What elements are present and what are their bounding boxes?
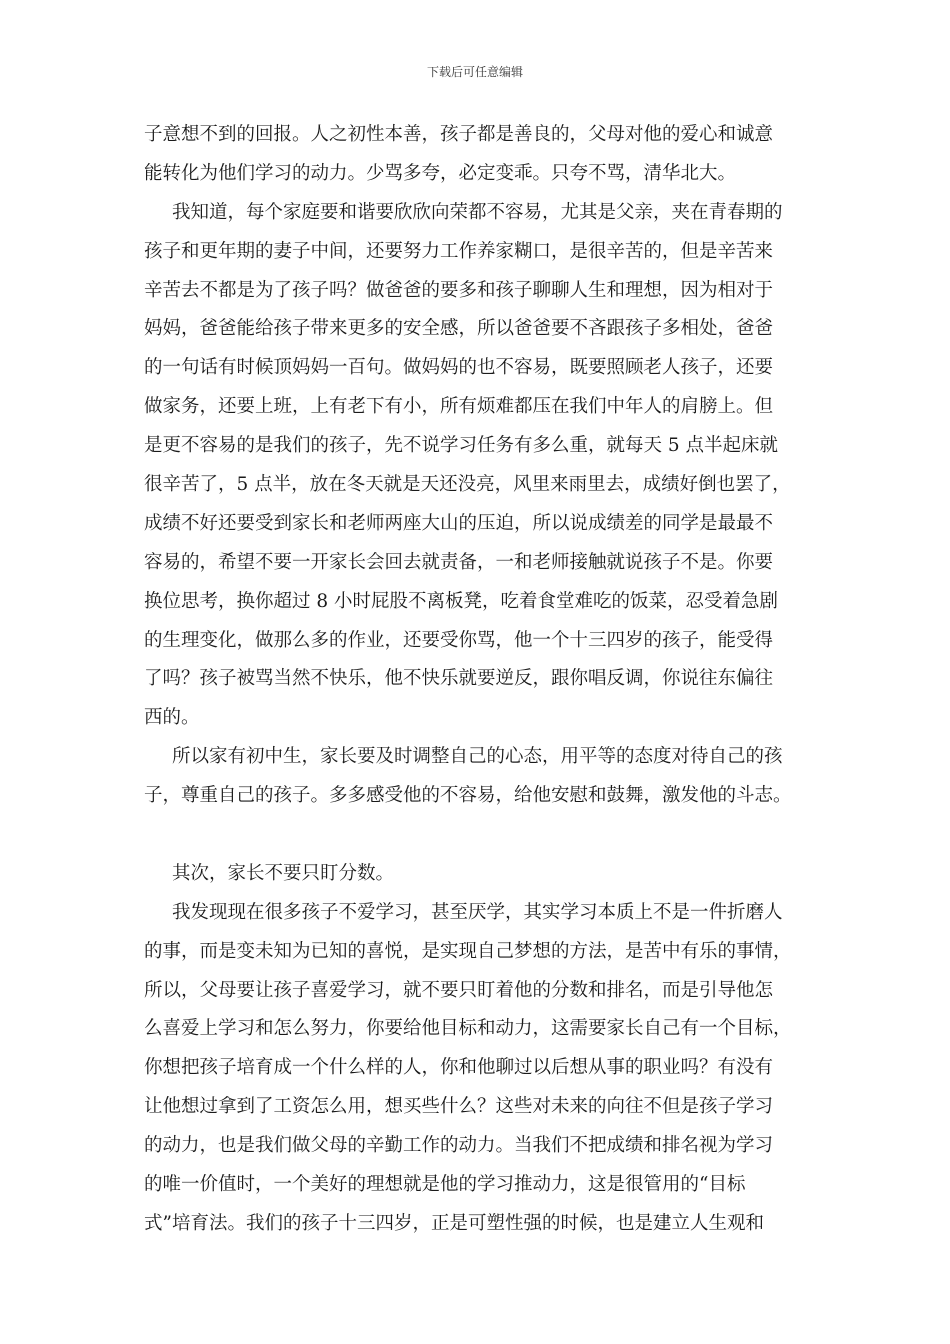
- text-line: 让他想过拿到了工资怎么用，想买些什么？这些对未来的向往不但是孩子学习: [144, 1096, 774, 1118]
- text-line: 式”培育法。我们的孩子十三四岁，正是可塑性强的时候，也是建立人生观和: [144, 1212, 764, 1234]
- text-line: 辛苦去不都是为了孩子吗？做爸爸的要多和孩子聊聊人生和理想，因为相对于: [144, 279, 774, 301]
- text-line: 我知道，每个家庭要和谐要欣欣向荣都不容易，尤其是父亲，夹在青春期的: [172, 201, 783, 223]
- text-line: 成绩不好还要受到家长和老师两座大山的压迫，所以说成绩差的同学是最最不: [144, 512, 774, 534]
- text-line: 的唯一价值时，一个美好的理想就是他的学习推动力，这是很管用的“目标: [144, 1174, 746, 1196]
- text-line: 了吗？孩子被骂当然不快乐，他不快乐就要逆反，跟你唱反调，你说往东偏往: [144, 668, 774, 690]
- text-line: 的动力，也是我们做父母的辛勤工作的动力。当我们不把成绩和排名视为学习: [144, 1135, 774, 1157]
- text-line: 孩子和更年期的妻子中间，还要努力工作养家糊口，是很辛苦的，但是辛苦来: [144, 240, 774, 262]
- text-line: 妈妈，爸爸能给孩子带来更多的安全感，所以爸爸要不吝跟孩子多相处，爸爸: [144, 318, 774, 340]
- text-line: 的生理变化，做那么多的作业，还要受你骂，他一个十三四岁的孩子，能受得: [144, 629, 774, 651]
- text-line: 我发现现在很多孩子不爱学习，甚至厌学，其实学习本质上不是一件折磨人: [172, 901, 783, 923]
- text-line: 换位思考，换你超过 8 小时屁股不离板凳，吃着食堂难吃的饭菜，忍受着急剧: [144, 590, 779, 612]
- text-line: 子意想不到的回报。人之初性本善，孩子都是善良的，父母对他的爱心和诚意: [144, 124, 774, 145]
- text-line: 西的。: [144, 707, 200, 729]
- text-line: 容易的，希望不要一开家长会回去就责备，一和老师接触就说孩子不是。你要: [144, 551, 774, 573]
- text-line: 是更不容易的是我们的孩子，先不说学习任务有多么重，就每天 5 点半起床就: [144, 435, 779, 457]
- text-line: 很辛苦了，5 点半，放在冬天就是天还没亮，风里来雨里去，成绩好倒也罢了，: [144, 474, 791, 496]
- text-line: 其次，家长不要只盯分数。: [172, 862, 395, 884]
- text-line: 的事，而是变未知为已知的喜悦，是实现自己梦想的方法，是苦中有乐的事情，: [144, 940, 792, 962]
- text-line: 的一句话有时候顶妈妈一百句。做妈妈的也不容易，既要照顾老人孩子，还要: [144, 357, 774, 379]
- text-line: 所以，父母要让孩子喜爱学习，就不要只盯着他的分数和排名，而是引导他怎: [144, 979, 774, 1001]
- blank-line: [144, 816, 824, 855]
- text-line: 子，尊重自己的孩子。多多感受他的不容易，给他安慰和鼓舞，激发他的斗志。: [144, 785, 792, 807]
- text-line: 所以家有初中生，家长要及时调整自己的心态，用平等的态度对待自己的孩: [172, 746, 783, 768]
- text-line: 做家务，还要上班，上有老下有小，所有烦难都压在我们中年人的肩膀上。但: [144, 396, 774, 418]
- document-body: [144, 116, 824, 1244]
- text-line: 能转化为他们学习的动力。少骂多夸，必定变乖。只夸不骂，清华北大。: [144, 162, 737, 184]
- text-line: 么喜爱上学习和怎么努力，你要给他目标和动力，这需要家长自己有一个目标，: [144, 1018, 792, 1040]
- page-header: 下载后可任意编辑: [426, 65, 523, 79]
- text-line: 你想把孩子培育成一个什么样的人，你和他聊过以后想从事的职业吗？有没有: [144, 1057, 774, 1079]
